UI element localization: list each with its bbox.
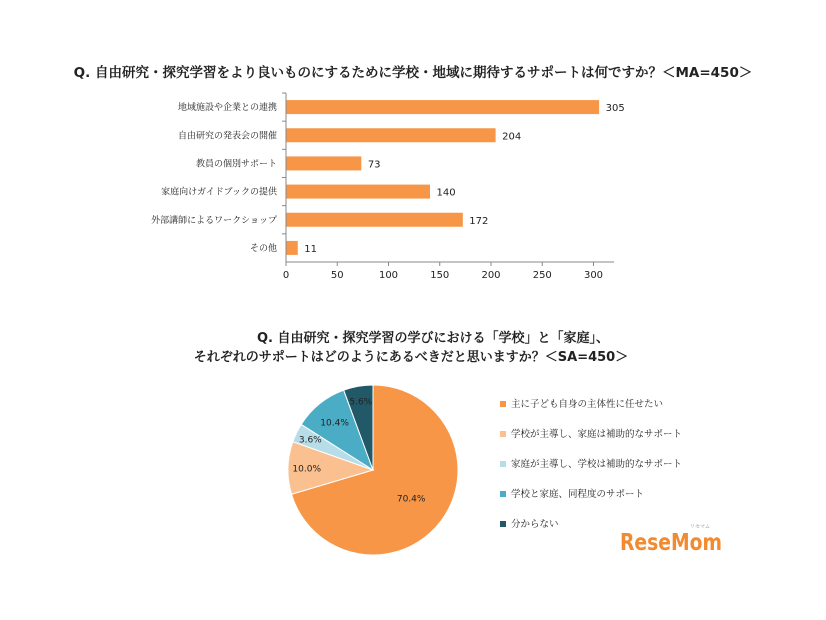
bar-value-label: 204 bbox=[502, 131, 522, 143]
bar bbox=[287, 241, 298, 255]
legend-label: 主に子ども自身の主体性に任せたい bbox=[511, 399, 664, 410]
logo-subtext: リセマム bbox=[690, 524, 710, 530]
pie-value-label: 5.6% bbox=[349, 397, 373, 408]
legend-swatch bbox=[500, 401, 506, 407]
bar-x-tick-label: 200 bbox=[481, 270, 501, 281]
bar-chart-category-labels bbox=[151, 101, 278, 254]
pie-value-label: 3.6% bbox=[298, 435, 322, 446]
bar-category-label: 自由研究の発表会の開催 bbox=[177, 131, 277, 142]
legend-swatch bbox=[500, 431, 506, 437]
bar-value-label: 140 bbox=[436, 187, 456, 199]
bar-value-label: 73 bbox=[367, 159, 381, 171]
legend-label: 家庭が主導し、学校は補助的なサポート bbox=[511, 459, 683, 470]
pie-chart-legend bbox=[500, 398, 682, 530]
bar bbox=[287, 100, 600, 114]
bar-value-label: 172 bbox=[469, 215, 489, 227]
pie-value-label: 10.4% bbox=[320, 418, 349, 429]
bar bbox=[287, 156, 362, 170]
legend-swatch bbox=[500, 461, 506, 467]
bar-x-tick-label: 0 bbox=[282, 270, 290, 281]
bar-chart-title: Q. 自由研究・探究学習をより良いものにするために学校・地域に期待するサポートは何ですか？＜MA=450＞ bbox=[73, 65, 753, 81]
bar-chart-axes bbox=[282, 93, 614, 266]
resemom-logo bbox=[620, 524, 722, 556]
legend-swatch bbox=[500, 521, 506, 527]
bar-chart bbox=[74, 64, 753, 281]
bar-chart-value-labels bbox=[304, 103, 624, 255]
pie-value-label: 70.4% bbox=[396, 494, 426, 505]
bar bbox=[287, 185, 431, 199]
bar-chart-bars bbox=[287, 100, 600, 255]
pie-chart-title-line2: それぞれのサポートはどのようにあるべきだと思いますか？＜SA=450＞ bbox=[193, 350, 629, 365]
bar-category-label: その他 bbox=[249, 243, 277, 254]
bar-category-label: 地域施設や企業との連携 bbox=[177, 103, 277, 114]
bar-value-label: 11 bbox=[304, 243, 318, 255]
bar-value-label: 305 bbox=[605, 103, 625, 115]
pie-chart bbox=[194, 330, 682, 555]
bar-x-tick-label: 150 bbox=[430, 270, 450, 281]
bar-category-label: 教員の個別サポート bbox=[195, 159, 277, 170]
legend-swatch bbox=[500, 491, 506, 497]
legend-label: 学校が主導し、家庭は補助的なサポート bbox=[511, 429, 683, 440]
bar-x-tick-label: 250 bbox=[532, 270, 552, 281]
bar-x-tick-label: 50 bbox=[330, 270, 344, 281]
bar-x-tick-label: 100 bbox=[378, 270, 399, 281]
bar-x-tick-label: 300 bbox=[583, 270, 604, 281]
bar bbox=[287, 213, 463, 227]
bar bbox=[287, 128, 496, 142]
pie-value-label: 10.0% bbox=[292, 464, 322, 475]
legend-label: 分からない bbox=[511, 519, 559, 530]
logo-text: ReseMom bbox=[620, 530, 722, 556]
bar-category-label: 外部講師によるワークショップ bbox=[151, 215, 277, 226]
bar-category-label: 家庭向けガイドブックの提供 bbox=[161, 187, 277, 198]
legend-label: 学校と家庭、同程度のサポート bbox=[511, 489, 645, 500]
bar-chart-tick-labels bbox=[283, 270, 603, 281]
pie-chart-title-line1: Q. 自由研究・探究学習の学びにおける「学校」と「家庭」、 bbox=[256, 331, 610, 346]
